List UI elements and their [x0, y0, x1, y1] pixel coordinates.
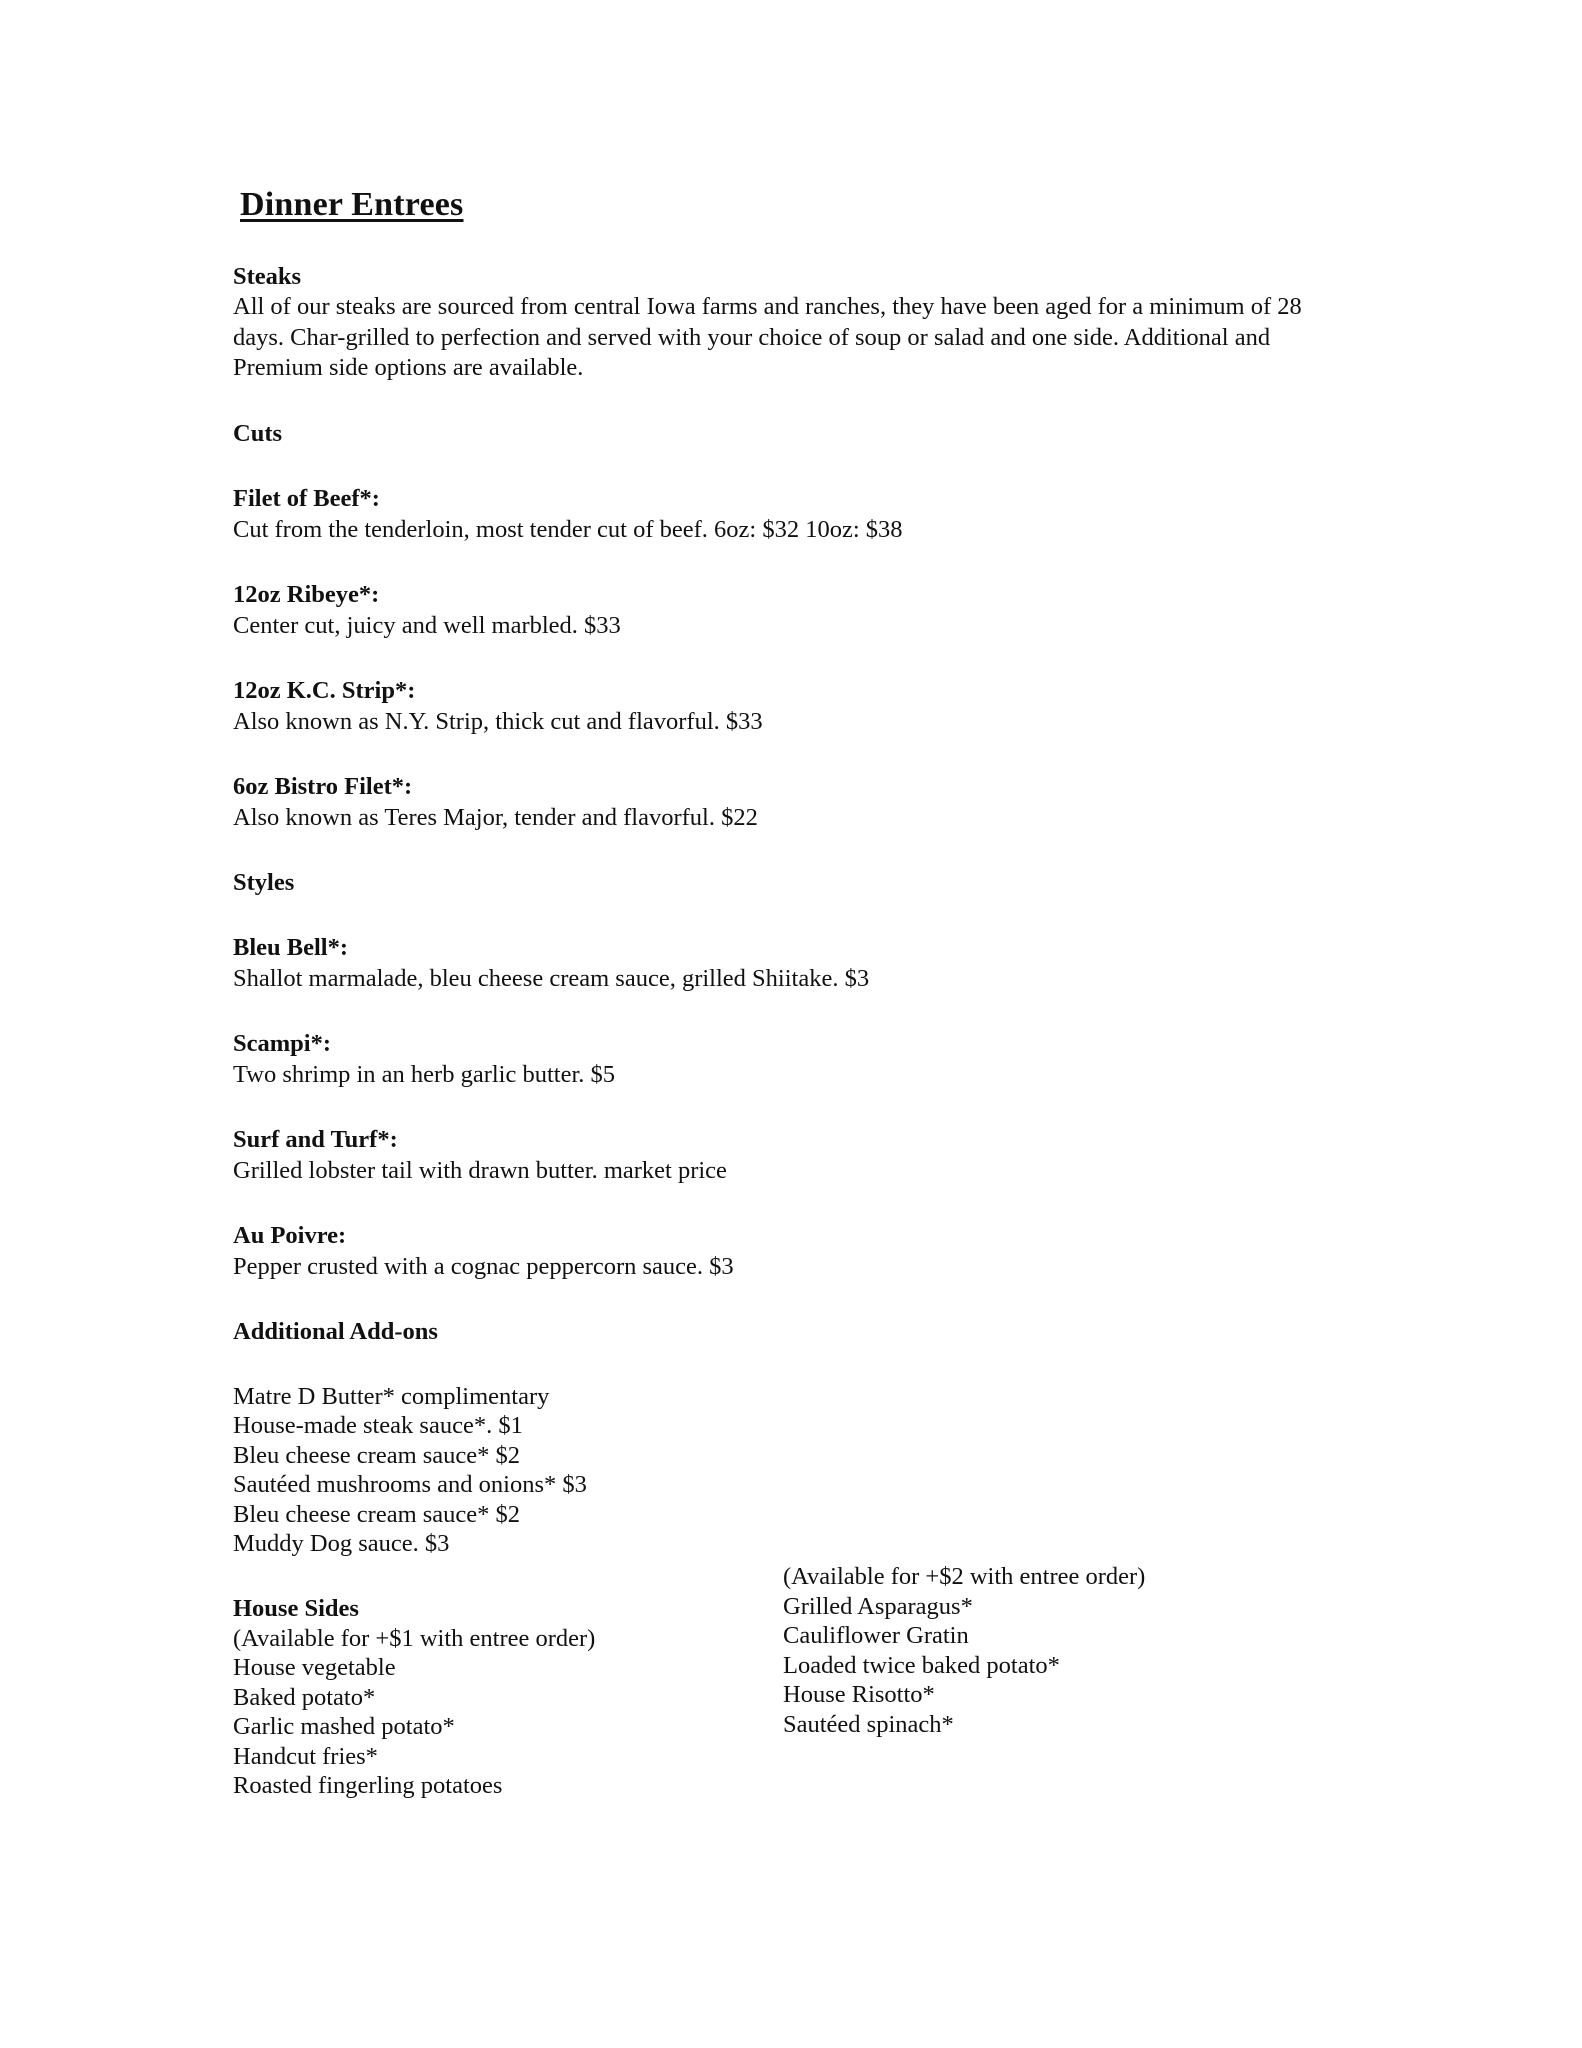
- cut-item-name: 12oz K.C. Strip*:: [233, 676, 416, 704]
- page-title: Dinner Entrees: [240, 186, 464, 223]
- style-item-name: Scampi*:: [233, 1029, 331, 1057]
- steaks-description: All of our steaks are sourced from central Iowa farms and ranches, they have been aged for a minimum of 28 days. Char-grilled to perfection and served with your choice of soup or salad and one side. Additional and Premium side options are available.: [233, 293, 1302, 381]
- addons-list: [233, 1382, 1353, 1559]
- addon-item: Bleu cheese cream sauce* $2: [233, 1441, 521, 1469]
- style-item: [233, 933, 1353, 994]
- house-sides-heading: House Sides: [233, 1594, 359, 1622]
- cut-item: [233, 580, 1353, 641]
- cuts-heading: Cuts: [233, 419, 283, 447]
- cut-item-desc: Also known as N.Y. Strip, thick cut and flavorful. $33: [233, 707, 763, 735]
- cut-item: [233, 484, 1353, 545]
- style-item-name: Bleu Bell*:: [233, 933, 349, 961]
- addon-item: Matre D Butter* complimentary: [233, 1382, 550, 1410]
- style-item-name: Au Poivre:: [233, 1221, 347, 1249]
- cut-item-name: 12oz Ribeye*:: [233, 580, 380, 608]
- house-sides-note: (Available for +$1 with entree order): [233, 1624, 596, 1652]
- cut-item-name: Filet of Beef*:: [233, 484, 380, 512]
- house-side-item: Garlic mashed potato*: [233, 1713, 455, 1740]
- style-item-name: Surf and Turf*:: [233, 1125, 398, 1153]
- style-item-desc: Pepper crusted with a cognac peppercorn sauce. $3: [233, 1252, 734, 1280]
- house-side-item: Baked potato*: [233, 1683, 376, 1711]
- premium-side-item: Cauliflower Gratin: [783, 1622, 969, 1649]
- cut-item-desc: Cut from the tenderloin, most tender cut of beef. 6oz: $32 10oz: $38: [233, 515, 903, 543]
- premium-sides: [783, 1562, 1383, 1739]
- addons-heading: Additional Add-ons: [233, 1317, 438, 1345]
- premium-side-item: Loaded twice baked potato*: [783, 1651, 1060, 1679]
- cut-item: [233, 772, 1353, 833]
- cut-item-name: 6oz Bistro Filet*:: [233, 772, 413, 800]
- steaks-heading: Steaks: [233, 263, 302, 290]
- house-side-item: Handcut fries*: [233, 1742, 378, 1770]
- house-side-item: Roasted fingerling potatoes: [233, 1772, 503, 1799]
- house-side-item: House vegetable: [233, 1654, 396, 1681]
- styles-heading: Styles: [233, 868, 295, 896]
- cut-item: [233, 676, 1353, 737]
- addon-item: Muddy Dog sauce. $3: [233, 1530, 450, 1557]
- addon-item: House-made steak sauce*. $1: [233, 1412, 523, 1439]
- premium-side-item: House Risotto*: [783, 1681, 935, 1708]
- premium-sides-note: (Available for +$2 with entree order): [783, 1563, 1146, 1590]
- addon-item: Bleu cheese cream sauce* $2: [233, 1500, 521, 1528]
- style-item-desc: Grilled lobster tail with drawn butter. market price: [233, 1156, 727, 1184]
- style-item: [233, 1221, 1353, 1282]
- style-item-desc: Two shrimp in an herb garlic butter. $5: [233, 1060, 616, 1088]
- style-item: [233, 1125, 1353, 1186]
- cut-item-desc: Center cut, juicy and well marbled. $33: [233, 611, 621, 639]
- premium-side-item: Grilled Asparagus*: [783, 1592, 973, 1620]
- addon-item: Sautéed mushrooms and onions* $3: [233, 1471, 587, 1498]
- style-item: [233, 1029, 1353, 1090]
- cut-item-desc: Also known as Teres Major, tender and flavorful. $22: [233, 803, 758, 831]
- style-item-desc: Shallot marmalade, bleu cheese cream sauce, grilled Shiitake. $3: [233, 964, 870, 992]
- premium-side-item: Sautéed spinach*: [783, 1710, 954, 1738]
